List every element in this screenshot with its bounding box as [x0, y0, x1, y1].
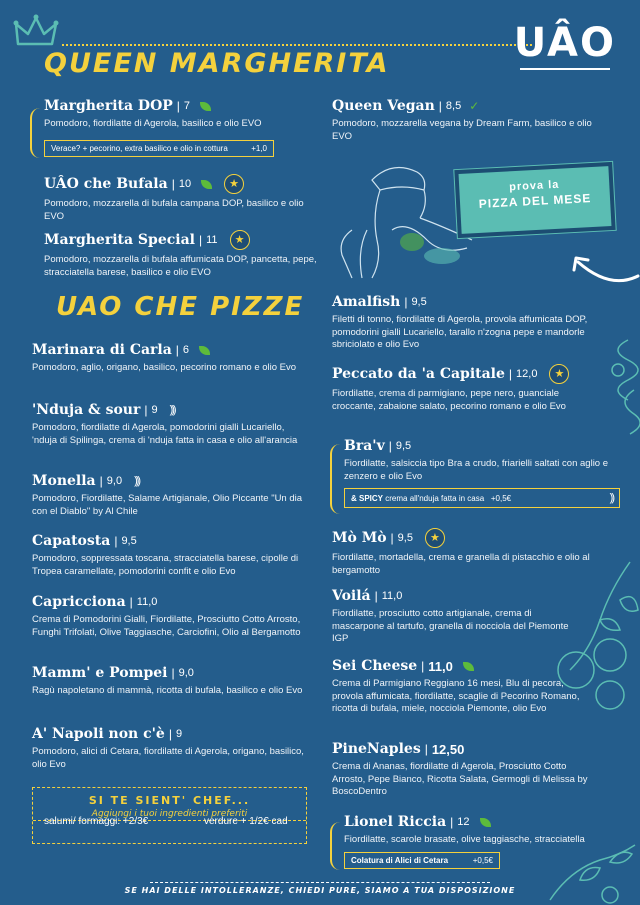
decor-curve — [330, 444, 340, 514]
addon-price: +0,5€ — [472, 856, 493, 865]
item-description: Pomodoro, soppressata toscana, stracciatella barese, cipolle di Tropea caramellate, pomodorini confit e olio Evo — [32, 553, 299, 577]
item-name: Sei Cheese — [332, 658, 418, 674]
item-name: Queen Vegan — [332, 98, 435, 114]
item-separator: | — [114, 534, 118, 548]
logo-text: UÂO — [513, 20, 616, 66]
item-price: 12,50 — [431, 741, 465, 757]
logo-underline — [520, 68, 610, 72]
item-price: 12 — [457, 816, 470, 828]
item-description: Pomodoro, mozzarella di bufala affumicata DOP, pancetta, pepe, stracciatella barese, basilico e olio EVO — [44, 254, 317, 278]
item-name: Capatosta — [32, 533, 111, 549]
item-separator: | — [171, 666, 175, 680]
item-description: Crema di Parmigiano Reggiano 16 mesi, Blu di pecora, provola affumicata, fiordilatte, scaglie di Pecorino Romano, ricotta di bufala, miele, nocciola Piemonte, olio Evo — [332, 678, 580, 714]
section-title-pizze: UAO CHE PIZZE — [56, 292, 305, 322]
tomato-decoration-icon — [540, 560, 640, 720]
item-price: 11,0 — [136, 596, 158, 608]
item-name: UÂO che Bufala — [44, 176, 168, 192]
item-separator: | — [198, 233, 203, 247]
item-price: 11,0 — [381, 590, 403, 602]
item-price: 8,5 — [445, 100, 462, 112]
menu-item-amalfish — [332, 294, 622, 352]
menu-item-marinara — [32, 342, 312, 375]
pasta-decoration-icon — [598, 330, 640, 440]
brand-logo — [514, 20, 616, 72]
promo-line-2: PIZZA DEL MESE — [478, 191, 592, 211]
item-description: Fiordilatte, prosciutto cotto artigianale, crema di mascarpone al tartufo, granella di nocciola del Piemonte IGP — [332, 608, 569, 644]
item-separator: | — [450, 815, 454, 829]
item-price: 6 — [182, 344, 190, 356]
item-name: Margherita Special — [44, 232, 195, 248]
menu-item-capatosta — [32, 533, 312, 578]
spicy-chili-icon: )) — [609, 492, 613, 504]
item-separator: | — [424, 742, 428, 756]
item-name: Bra'v — [344, 438, 385, 454]
item-name: Voilá — [332, 588, 371, 604]
addon-spicy — [344, 488, 620, 508]
menu-item-mamm-pompei — [32, 665, 312, 698]
item-description: Crema di Ananas, fiordilatte di Agerola, Prosciutto Cotto Arrosto, Pepe Bianco, Ricotta Salata, Germogli di Melissa by BoscoDentro — [332, 761, 588, 797]
item-price: 12,0 — [516, 368, 538, 380]
item-price: 9,5 — [411, 296, 427, 308]
decor-curve — [330, 822, 340, 870]
item-separator: | — [388, 439, 392, 453]
curved-arrow-icon — [570, 248, 640, 288]
star-badge-icon: ★ — [230, 230, 250, 250]
item-separator: | — [171, 177, 175, 191]
menu-item-uao-bufala — [44, 174, 324, 223]
herb-decoration-icon — [540, 840, 640, 905]
addon-colatura — [344, 852, 500, 869]
item-separator: | — [438, 99, 442, 113]
item-separator: | — [404, 295, 408, 309]
chef-subtitle: Aggiungi i tuoi ingredienti preferiti — [91, 809, 248, 819]
item-name: Monella — [32, 473, 96, 489]
item-description: Pomodoro, mozzarella di bufala campana DOP, basilico e olio EVO — [44, 198, 304, 222]
item-description: Fiordilatte, crema di parmigiano, pepe nero, guanciale croccante, zabaione salato, pecorino romano e olio Evo — [332, 388, 566, 412]
item-price: 7 — [183, 100, 191, 112]
item-separator: | — [176, 99, 180, 113]
section-title-queen: QUEEN MARGHERITA — [44, 48, 390, 79]
menu-item-capricciona — [32, 594, 312, 639]
item-separator: | — [508, 367, 513, 381]
item-name: Lionel Riccia — [344, 814, 447, 830]
menu-item-a-napoli — [32, 726, 312, 771]
spicy-chili-icon: ))) — [169, 404, 175, 416]
vegetarian-leaf-icon — [200, 102, 211, 111]
star-badge-icon: ★ — [549, 364, 569, 384]
addon-price: +1,0 — [251, 144, 267, 153]
vegetarian-leaf-icon — [463, 662, 474, 671]
item-description: Pomodoro, Fiordilatte, Salame Artigianale, Olio Piccante "Un dia con el Diablo" by Al Chile — [32, 493, 303, 517]
chef-verdure-price: verdure + 1/2€ cad — [204, 816, 288, 827]
item-price: 9,5 — [121, 535, 137, 547]
item-price: 10 — [178, 178, 192, 190]
footer-note: SE HAI DELLE INTOLLERANZE, CHIEDI PURE, SIAMO A TUA DISPOSIZIONE — [124, 886, 516, 895]
vegan-sprout-icon: ✓ — [469, 99, 480, 113]
vegetarian-leaf-icon — [199, 346, 210, 355]
item-name: 'Nduja & sour — [32, 402, 141, 418]
header-divider — [62, 44, 532, 46]
item-description: Pomodoro, fiordilatte di Agerola, pomodorini gialli Lucariello, 'nduja di Spilinga, crema di 'nduja fatta in casa e olio all'arancia — [32, 422, 298, 446]
item-description: Fiordilatte, scarole brasate, olive taggiasche, stracciatella — [344, 834, 585, 845]
item-name: Capricciona — [32, 594, 126, 610]
item-price: 11 — [206, 234, 218, 246]
chef-salumi-price: salumi/ formaggi: +2/3€ — [44, 816, 149, 827]
addon-price: +0,5€ — [490, 493, 512, 503]
item-separator: | — [99, 474, 103, 488]
item-price: 9,5 — [397, 532, 413, 544]
vegetarian-leaf-icon — [480, 818, 491, 827]
item-description: Fiordilatte, mortadella, crema e granella di pistacchio e olio al bergamotto — [332, 552, 590, 576]
menu-item-margherita-special — [44, 230, 324, 279]
item-price: 9 — [151, 404, 158, 416]
item-separator: | — [374, 589, 378, 603]
item-name: A' Napoli non c'è — [32, 726, 165, 742]
item-name: Mò Mò — [332, 530, 387, 546]
item-separator: | — [390, 531, 394, 545]
promo-card-pizza-del-mese[interactable] — [459, 166, 612, 234]
addon-label: Colatura di Alici di Cetara — [351, 856, 449, 865]
menu-item-pinenaples — [332, 741, 592, 799]
item-description: Pomodoro, aglio, origano, basilico, pecorino romano e olio Evo — [32, 362, 297, 373]
decor-curve — [30, 108, 40, 158]
item-description: Pomodoro, fiordilatte di Agerola, basilico e olio EVO — [44, 118, 262, 129]
menu-item-queen-vegan — [332, 98, 612, 143]
item-description: Filetti di tonno, fiordilatte di Agerola, provola affumicata DOP, pomodorini gialli Lucariello, tarallo n'zogna pepe e mandorle sbriciolato e olio Evo — [332, 314, 588, 350]
item-price: 9,5 — [395, 440, 412, 452]
menu-item-monella — [32, 473, 312, 518]
item-separator: | — [421, 659, 425, 673]
item-price: 11,0 — [428, 658, 453, 674]
menu-item-brav — [344, 438, 634, 483]
item-name: PineNaples — [332, 741, 421, 757]
item-description: Pomodoro, mozzarella vegana by Dream Farm, basilico e olio EVO — [332, 118, 592, 142]
addon-description: crema all'nduja fatta in casa — [385, 493, 485, 503]
item-name: Mamm' e Pompei — [32, 665, 168, 681]
chef-title: SI TE SIENT' CHEF... — [88, 794, 251, 807]
addon-label: Verace? + pecorino, extra basilico e olio in cottura — [51, 144, 228, 153]
spicy-chili-icon: ))) — [134, 475, 140, 487]
item-separator: | — [175, 343, 179, 357]
item-description: Pomodoro, alici di Cetara, fiordilatte di Agerola, origano, basilico, olio Evo — [32, 746, 304, 770]
menu-item-margherita-dop — [44, 98, 324, 131]
item-separator: | — [168, 727, 172, 741]
star-badge-icon: ★ — [425, 528, 445, 548]
item-price: 9,0 — [178, 667, 194, 679]
star-badge-icon: ★ — [224, 174, 244, 194]
item-separator: | — [129, 595, 133, 609]
item-description: Crema di Pomodorini Gialli, Fiordilatte, Prosciutto Cotto Arrosto, Funghi Trifolati, Olive Taggiasche, Carciofini, Olio al Bergamotto — [32, 614, 301, 638]
vegetarian-leaf-icon — [201, 180, 212, 189]
footer-divider — [150, 882, 490, 883]
item-price: 9 — [175, 728, 183, 740]
item-price: 9,0 — [106, 475, 123, 487]
item-name: Marinara di Carla — [32, 342, 172, 358]
addon-label: & SPICY — [351, 493, 384, 503]
item-description: Fiordilatte, salsiccia tipo Bra a crudo, friarielli saltati con aglio e zenzero e olio Evo — [344, 458, 609, 482]
item-name: Margherita DOP — [44, 98, 173, 114]
menu-item-peccato — [332, 364, 592, 413]
addon-text — [351, 494, 511, 503]
item-name: Peccato da 'a Capitale — [332, 366, 505, 382]
item-name: Amalfish — [332, 294, 401, 310]
addon-verace — [44, 140, 274, 157]
promo-line-1: prova la — [508, 178, 560, 194]
item-separator: | — [144, 403, 148, 417]
menu-item-nduja — [32, 402, 312, 447]
item-description: Ragù napoletano di mammà, ricotta di bufala, basilico e olio Evo — [32, 685, 303, 696]
